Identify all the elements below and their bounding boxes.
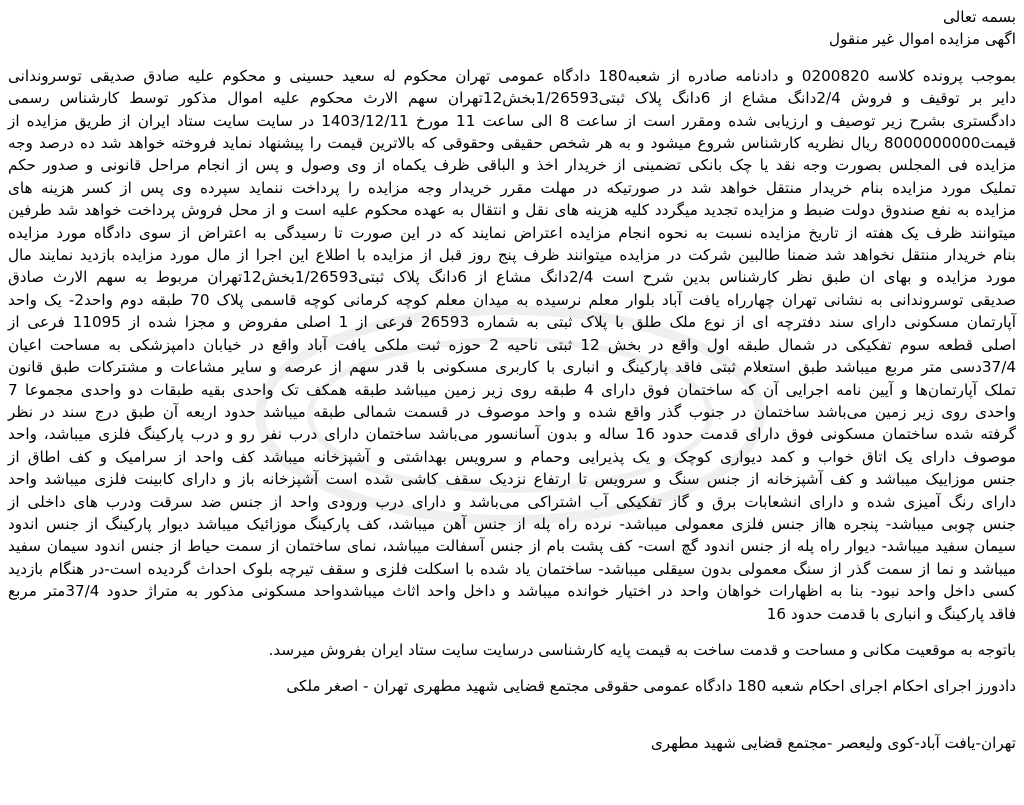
notice-body [8,65,1016,625]
body-line: سیمان سفید میباشد- دیوار راه پله از جنس اندود گچ است- کف پشت بام از جنس آسفالت میباشد، نمای ساختمان از سمت حیاط از جنس اندود سیمان سفید [8,537,1016,556]
sale-note: باتوجه به موقعیت مکانی و مساحت و قدمت ساخت به قیمت پایه کارشناسی درسایت سایت ستاد ایران بفروش میرسد. [268,640,1016,659]
body-line: واحدی روی زیر زمین می‌باشد ساختمان در جنوب گذر واقع شده و واحد موصوف در قسمت شمالی طبقه میباشد حدود اربعه آن طبق درج سند در نظر [8,402,1016,421]
body-line: آپارتمان مسکونی دارای سند دفترچه ای از نوع ملک طلق با پلاک ثبتی به شماره 26593 فرعی از 1 اصلی مفروض و مجزا شده از 11095 فرعی از [8,313,1016,332]
body-line: جنس چوبی میباشد- پنجره هااز جنس فلزی معمولی میباشد- نرده راه پله از جنس آهن میباشد، کف پارکینگ موزائیک میباشد دیوار پارکینگ از جنس اندود [8,514,1016,533]
body-line: دایر بر توقیف و فروش 2/4دانگ مشاع از 6دانگ پلاک ثبتی1/26593بخش12تهران سهم الارث محکوم علیه اموال مذکور توسط کارشناس رسمی [8,89,1016,108]
body-line: میتوانند ظرف یک هفته از تاریخ مزایده نسبت به نحوه انجام مزایده اعتراض نمایند که در این صورت تا رسیدگی به اعتراض از سوی دادگاه مورد مزایده [8,223,1016,242]
body-line: جنس موزاییک میباشد و کف آشپزخانه از جنس سنگ و سرویس تا ارتفاع نزدیک سقف کاشی شده است آشپزخانه باز و دارای کابینت فلزی میباشد واحد [8,470,1016,489]
signature-line: دادورز اجرای احکام اجرای احکام شعبه 180 دادگاه عمومی حقوقی مجتمع قضایی شهید مطهری تهران - اصغر ملکی [286,677,1016,696]
body-line: مزایده به نفع صندوق دولت ضبط و مزایده تجدید میگردد کلیه هزینه های نقل و انتقال به عهده محکوم علیه است و از محل فروش پرداخت خواهد شد طرفین [8,201,1016,220]
body-line: موصوف دارای یک اتاق خواب و کمد دیواری کوچک و یک پذیرایی وحمام و سرویس بهداشتی و آشپزخانه میباشد کف واحد از سرامیک و کف اطاق از [8,447,1016,466]
body-line: تملیک مورد مزایده بنام خریدار منتقل خواهد شد در صورتیکه در مهلت مقرر خریدار وجه مزایده را پرداخت ننماید سپرده وی پس از کسر هزینه های [8,178,1016,197]
body-line: مزایده فی المجلس بصورت وجه نقد یا چک بانکی تضمینی از خریدار اخذ و الباقی ظرف یکماه از وی وصول و پس از انجام مراحل قانونی و صدور حکم [8,156,1016,175]
body-line: 37/4دسی متر مربع میباشد طبق استعلام ثبتی فاقد پارکینگ و انباری با کاربری مسکونی با قدر سهم از عرصه و سایر مشاعات و مشترکات طبق قانون [8,358,1016,377]
body-line: صدیقی توسروندانی به نشانی تهران چهارراه یافت آباد بلوار معلم نرسیده به میدان معلم کوچه کرمانی کوچه قاسمی پلاک 70 طبقه دوم واحد2- یک واحد [8,290,1016,309]
body-line: اصلی قطعه سوم تفکیکی در شمال طبقه اول واقع در بخش 12 ثبتی ناحیه 2 حوزه ثبت ملکی یافت آباد واقع در خیابان دامپزشکی به مساحت اعیان [8,335,1016,354]
body-line: دارای رنگ آمیزی شده و دارای انشعابات برق و گاز تفکیکی آب اشتراکی می‌باشد و دارای درب ورودی واحد از جنس ضد سرقت ودرب های داخلی از [8,492,1016,511]
body-line: قیمت8000000000 ریال نظریه کارشناس شروع میشود و به هر شخص حقیقی وحقوقی که بالاترین قیمت را پیشنهاد نماید فروخته خواهد شد ده درصد وجه [8,134,1016,153]
body-line: بنام خریدار منتقل نخواهد شد ضمنا طالبین شرکت در مزایده میتوانند ظرف پنج روز قبل از مزایده با اطلاع این اجرا از مال مورد مزایده بازدید نمایند مال [8,246,1016,265]
body-line: مورد مزایده و بهای ان طبق نظر کارشناس بدین شرح است 2/4دانگ مشاع از 6دانگ پلاک ثبتی1/26593بخش12تهران مربوط به سهم الارث صادق [8,268,1016,287]
body-line: دادگستری بشرح زیر توصیف و ارزیابی شده ومقرر است از ساعت 8 الی ساعت 11 مورخ 1403/12/11 در سایت سایت ستاد ایران از طریق مزایده از [8,111,1016,130]
body-line: گرفته شده ساختمان مسکونی فوق دارای قدمت حدود 16 ساله و بدون آسانسور می‌باشد ساختمان دارای درب نفر رو و درب پارکینگ فلزی میباشد، واحد [8,425,1016,444]
doc-title: اگهی مزایده اموال غیر منقول [829,30,1016,49]
body-line: تملک آپارتمان‌ها و آیین نامه اجرایی آن که ساختمان فوق دارای 4 طبقه روی زیر زمین میباشد طبقه همکف تک واحدی بقیه طبقات دو واحدی مجموعا 7 [8,380,1016,399]
body-line: بموجب پرونده کلاسه 0200820 و دادنامه صادره از شعبه180 دادگاه عمومی تهران محکوم له سعید حسینی و محکوم علیه صادق صدیقی توسروندانی [8,66,1016,85]
body-line: فاقد پارکینگ و انباری با قدمت حدود 16 [766,604,1016,623]
body-line: کسی داخل واحد نبود- بنا به اظهارات خواهان واحد در اختیار خوانده میباشد و داخل واحد اثاث میباشدواحد مسکونی مذکور به متراژ حدود 37/4متر مربع [8,582,1016,601]
body-line: میباشد و نما از سمت گذر از سنگ معمولی بدون سیقلی میباشد- ساختمان یاد شده با اسکلت فلزی و سقف تیرچه بلوک احداث گردیده است-در هنگام بازدید [8,559,1016,578]
court-address: تهران-یافت آباد-کوی ولیعصر -مجتمع قضایی شهید مطهری [650,733,1016,752]
doc-header: بسمه تعالی [943,8,1016,26]
